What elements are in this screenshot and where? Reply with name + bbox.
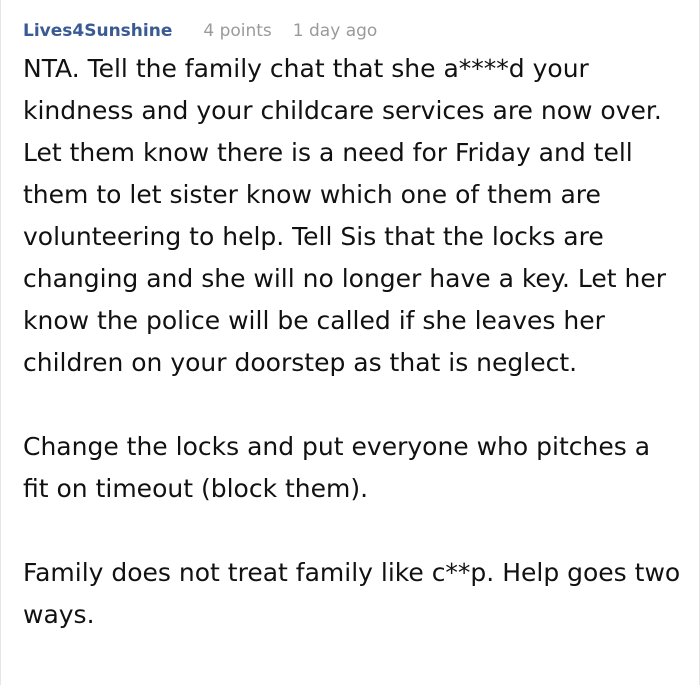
comment-header xyxy=(23,19,377,43)
comment-paragraph: NTA. Tell the family chat that she a****d your kindness and your childcare services are now over. Let them know there is a need for Friday and tell them to let sister know which one of them are volunteering to help. Tell Sis that the locks are changing and she will no longer have a key. Let her know the police will be called if she leaves her children on your doorstep as that is neglect. xyxy=(23,54,667,377)
comment-paragraph: Family does not treat family like c**p. Help goes two ways. xyxy=(23,558,681,629)
username-link[interactable]: Lives4Sunshine xyxy=(23,21,173,41)
comment-timestamp: 1 day ago xyxy=(292,21,378,41)
comment-body xyxy=(23,48,683,636)
comment-paragraph: Change the locks and put everyone who pitches a fit on timeout (block them). xyxy=(23,432,651,503)
points-count: 4 points xyxy=(203,21,272,41)
